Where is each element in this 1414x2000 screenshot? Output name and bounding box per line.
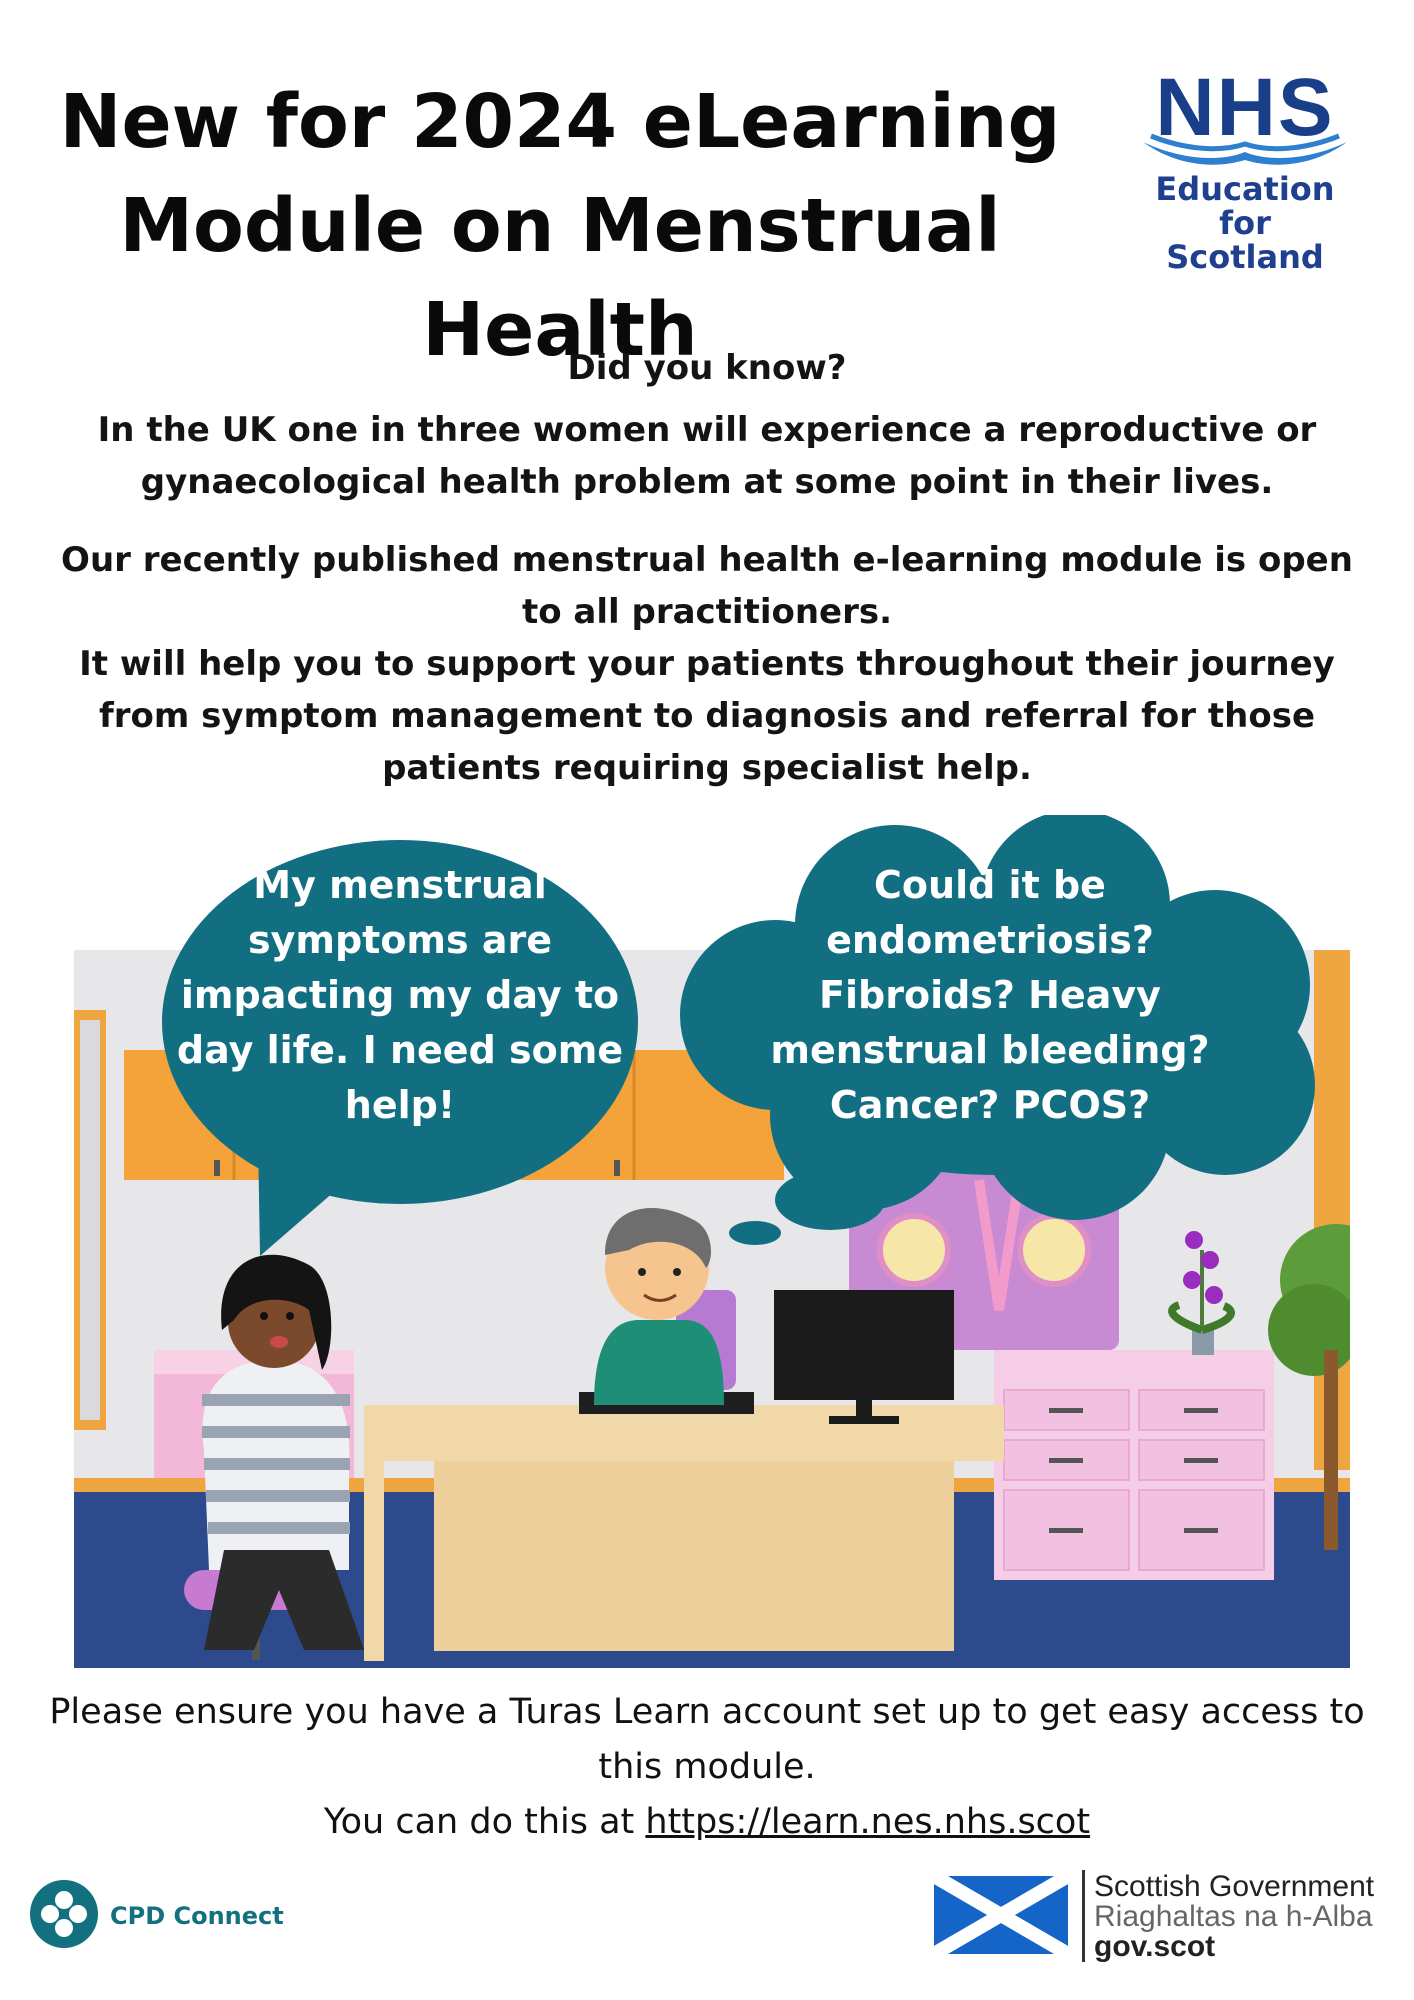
para-line-1: Our recently published menstrual health e-learning module is open [61, 540, 1353, 580]
footer-line-3-prefix: You can do this at [323, 1802, 646, 1842]
turas-learn-link[interactable]: https://learn.nes.nhs.scot [645, 1802, 1091, 1842]
gov-line-3: gov.scot [1094, 1930, 1216, 1963]
nhs-logo-line-3: Scotland [1166, 238, 1324, 276]
title-line-2: Module on Menstrual Health [119, 183, 1001, 373]
intro-stat [40, 404, 1374, 508]
nhs-logo-icon [1141, 124, 1349, 168]
stat-line-2: gynaecological health problem at some point in their lives. [140, 462, 1274, 502]
para-line-5: patients requiring specialist help. [382, 748, 1032, 788]
nhs-education-scotland-logo [1135, 62, 1355, 282]
stat-line-1: In the UK one in three women will experience a reproductive or [97, 410, 1317, 450]
para-line-4: from symptom management to diagnosis and referral for those [98, 696, 1315, 736]
intro-paragraph [40, 534, 1374, 794]
cpd-connect-logo [28, 1878, 308, 1958]
cpd-connect-icon [28, 1878, 100, 1950]
patient-speech-text [170, 858, 630, 1133]
patient-speech-line: impacting my day to [180, 973, 620, 1017]
patient-speech-line: day life. I need some [176, 1028, 624, 1072]
doctor-thought-line: Could it be [874, 863, 1106, 907]
doctor-thought-line: Cancer? PCOS? [829, 1083, 1151, 1127]
turas-instructions [20, 1685, 1394, 1850]
gov-divider [1082, 1870, 1085, 1962]
saltire-flag-icon [934, 1876, 1068, 1954]
para-line-3: It will help you to support your patients throughout their journey [79, 644, 1335, 684]
nhs-logo-line-2: for [1219, 204, 1271, 242]
gov-line-2: Riaghaltas na h-Alba [1094, 1900, 1373, 1933]
patient-speech-line: symptoms are [247, 918, 553, 962]
doctor-thought-text [740, 858, 1240, 1133]
scottish-government-logo [934, 1868, 1394, 1968]
doctor-thought-line: endometriosis? [826, 918, 1154, 962]
nhs-logo-line-1: Education [1155, 170, 1335, 208]
title-line-1: New for 2024 eLearning [59, 79, 1061, 165]
page-title [20, 70, 1100, 382]
footer-line-3 [20, 1795, 1394, 1850]
intro-heading: Did you know? [567, 348, 847, 388]
footer-line-1: Please ensure you have a Turas Learn account set up to get easy access to [49, 1692, 1365, 1732]
para-line-2: to all practitioners. [521, 592, 893, 632]
patient-speech-line: My menstrual [253, 863, 547, 907]
doctor-thought-line: menstrual bleeding? [770, 1028, 1210, 1072]
cpd-connect-label: CPD Connect [110, 1902, 284, 1930]
footer-line-2: this module. [598, 1747, 816, 1787]
doctor-thought-line: Fibroids? Heavy [819, 973, 1161, 1017]
patient-speech-line: help! [344, 1083, 456, 1127]
gov-line-1: Scottish Government [1094, 1870, 1375, 1903]
nhs-logo-word: NHS [1155, 62, 1335, 153]
